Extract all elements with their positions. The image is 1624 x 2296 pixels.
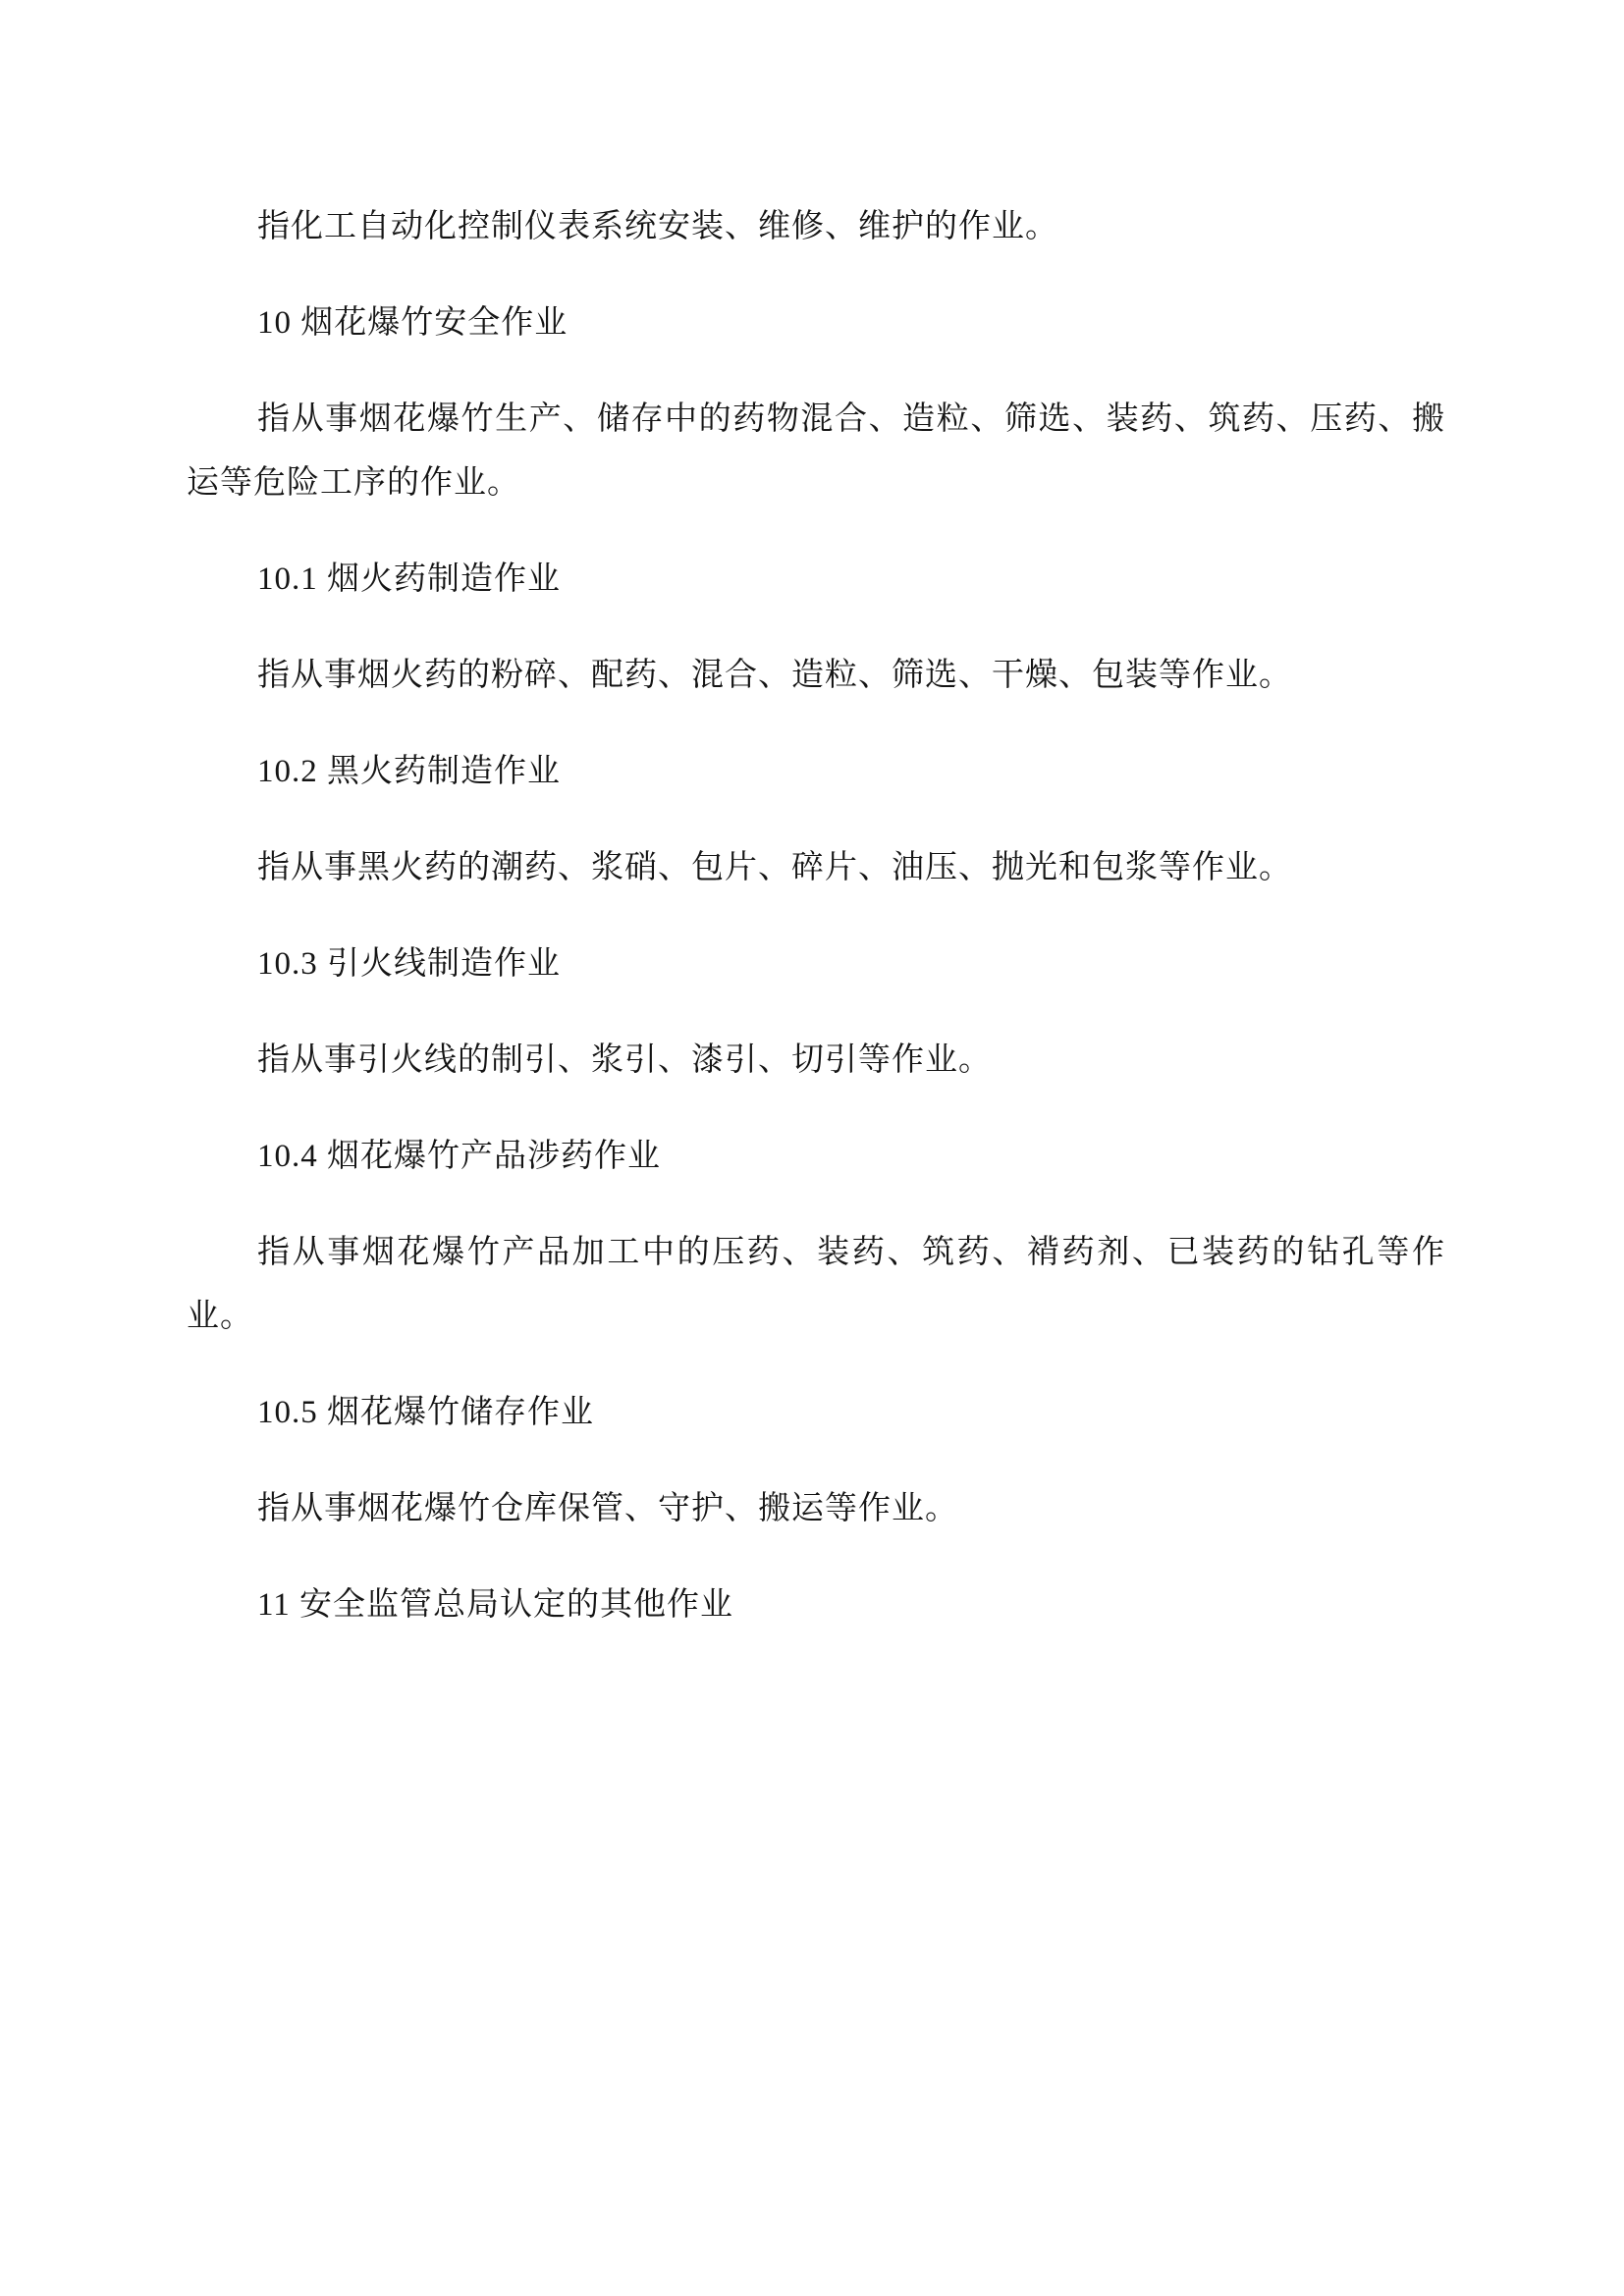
section-heading: 11 安全监管总局认定的其他作业 xyxy=(257,1587,734,1623)
section-heading: 10.3 引火线制造作业 xyxy=(257,946,561,982)
document-body xyxy=(187,195,1445,1637)
body-paragraph: 指从事黑火药的潮药、浆硝、包片、碎片、油压、抛光和包浆等作业。 xyxy=(257,850,1292,885)
section-heading: 10.4 烟花爆竹产品涉药作业 xyxy=(257,1139,661,1174)
section-heading: 10.1 烟火药制造作业 xyxy=(257,561,561,597)
section-heading: 10.2 黑火药制造作业 xyxy=(257,754,561,789)
body-paragraph: 指化工自动化控制仪表系统安装、维修、维护的作业。 xyxy=(257,209,1058,244)
body-paragraph: 指从事烟花爆竹仓库保管、守护、搬运等作业。 xyxy=(257,1491,958,1526)
body-paragraph: 指从事烟花爆竹生产、储存中的药物混合、造粒、筛选、装药、筑药、压药、搬运等危险工序的作业。 xyxy=(187,401,1445,501)
section-heading: 10.5 烟花爆竹储存作业 xyxy=(257,1395,594,1430)
body-paragraph: 指从事烟火药的粉碎、配药、混合、造粒、筛选、干燥、包装等作业。 xyxy=(257,658,1292,693)
body-paragraph: 指从事烟花爆竹产品加工中的压药、装药、筑药、褙药剂、已装药的钻孔等作业。 xyxy=(187,1235,1445,1334)
section-heading: 10 烟花爆竹安全作业 xyxy=(257,305,568,341)
body-paragraph: 指从事引火线的制引、浆引、漆引、切引等作业。 xyxy=(257,1042,992,1078)
